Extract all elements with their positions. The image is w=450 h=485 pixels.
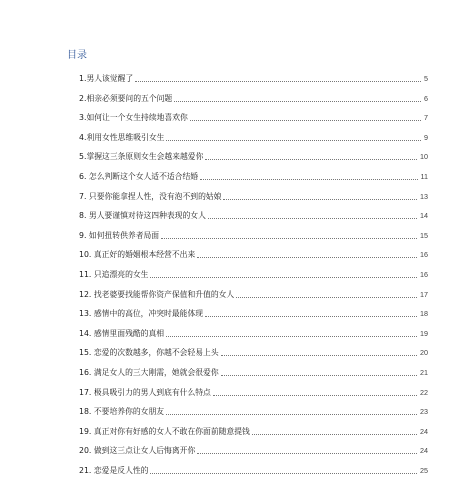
toc-entry[interactable]: [79, 398, 428, 418]
toc-dot-leader: [166, 139, 421, 141]
toc-entry-title: 9. 如何扭转供养者局面: [79, 230, 160, 240]
toc-entry[interactable]: [79, 241, 428, 261]
toc-entry-page-number: 22: [420, 387, 428, 397]
toc-title: 目录: [67, 50, 87, 61]
toc-entry[interactable]: [79, 358, 428, 378]
toc-entry[interactable]: [79, 300, 428, 320]
toc-entry[interactable]: [79, 202, 428, 222]
toc-entry-page-number: 10: [420, 152, 428, 162]
toc-entry-page-number: 20: [420, 348, 428, 358]
toc-entry[interactable]: [79, 260, 428, 280]
toc-entry-title: 15. 恋爱的次数越多，你越不会轻易上头: [79, 348, 219, 358]
toc-dot-leader: [190, 119, 421, 121]
toc-entry-page-number: 9: [424, 132, 428, 142]
toc-entry[interactable]: [79, 123, 428, 143]
toc-dot-leader: [150, 472, 417, 474]
toc-entry-title: 13. 感情中的高位，冲突时最能体现: [79, 309, 204, 319]
toc-entry-page-number: 7: [424, 113, 428, 123]
toc-dot-leader: [150, 276, 417, 278]
toc-entry-page-number: 16: [420, 250, 428, 260]
toc-dot-leader: [221, 354, 417, 356]
toc-list: [79, 65, 428, 476]
toc-entry-title: 3.如何让一个女生持续地喜欢你: [79, 113, 188, 123]
toc-dot-leader: [208, 217, 417, 219]
toc-entry-title: 11. 只追漂亮的女生: [79, 270, 149, 280]
toc-entry-title: 1.男人该觉醒了: [79, 74, 134, 84]
toc-entry-page-number: 6: [424, 93, 428, 103]
toc-dot-leader: [252, 433, 417, 435]
toc-dot-leader: [213, 394, 417, 396]
toc-dot-leader: [221, 374, 417, 376]
toc-dot-leader: [200, 178, 417, 180]
toc-entry-title: 17. 极具吸引力的男人到底有什么特点: [79, 387, 211, 397]
toc-entry-title: 20. 做到这三点让女人后悔离开你: [79, 446, 196, 456]
toc-entry-title: 2.相亲必须要问的五个问题: [79, 93, 173, 103]
toc-entry[interactable]: [79, 456, 428, 476]
toc-entry[interactable]: [79, 417, 428, 437]
toc-entry[interactable]: [79, 319, 428, 339]
toc-entry-page-number: 23: [420, 407, 428, 417]
toc-entry-page-number: 21: [420, 368, 428, 377]
toc-dot-leader: [205, 158, 417, 160]
toc-entry[interactable]: [79, 143, 428, 163]
toc-entry[interactable]: [79, 378, 428, 398]
toc-entry-page-number: 24: [420, 426, 428, 436]
toc-entry-page-number: 11: [420, 172, 428, 182]
toc-entry-title: 4.利用女性思维吸引女生: [79, 132, 165, 142]
toc-entry-page-number: 25: [420, 465, 428, 475]
toc-entry-title: 5.掌握这三条原则女生会越来越爱你: [79, 152, 204, 162]
toc-entry-page-number: 5: [424, 74, 428, 84]
toc-entry-title: 18. 不要培养你的女朋友: [79, 407, 165, 417]
toc-entry[interactable]: [79, 182, 428, 202]
toc-entry[interactable]: [79, 221, 428, 241]
toc-entry-title: 21. 恋爱是反人性的: [79, 465, 149, 475]
toc-dot-leader: [135, 80, 421, 82]
toc-entry-title: 6. 怎么判断这个女人适不适合结婚: [79, 172, 199, 182]
toc-entry[interactable]: [79, 84, 428, 104]
toc-entry-page-number: 15: [420, 230, 428, 240]
toc-dot-leader: [174, 100, 421, 102]
toc-dot-leader: [205, 315, 417, 317]
toc-entry-title: 8. 男人要谨慎对待这四种表现的女人: [79, 211, 206, 221]
toc-dot-leader: [236, 296, 417, 298]
toc-entry[interactable]: [79, 339, 428, 359]
toc-entry-title: 7. 只要你能拿捏人性，没有泡不到的姑娘: [79, 191, 222, 201]
toc-entry[interactable]: [79, 280, 428, 300]
toc-dot-leader: [166, 413, 417, 415]
toc-dot-leader: [161, 237, 417, 239]
toc-entry[interactable]: [79, 104, 428, 124]
toc-entry-title: 10. 真正好的婚姻根本经营不出来: [79, 250, 196, 260]
toc-dot-leader: [166, 335, 417, 337]
toc-entry[interactable]: [79, 65, 428, 85]
toc-entry-title: 14. 感情里面残酷的真相: [79, 328, 165, 338]
toc-entry-page-number: 17: [420, 289, 428, 299]
toc-entry-title: 19. 真正对你有好感的女人不敢在你面前随意提钱: [79, 426, 250, 436]
toc-entry-page-number: 13: [420, 191, 428, 201]
toc-entry-page-number: 24: [420, 446, 428, 456]
toc-dot-leader: [223, 198, 417, 200]
toc-entry-page-number: 16: [420, 270, 428, 280]
toc-entry[interactable]: [79, 162, 428, 182]
toc-dot-leader: [197, 452, 417, 454]
toc-entry-title: 12. 找老婆要找能帮你资产保值和升值的女人: [79, 289, 235, 299]
toc-dot-leader: [197, 256, 417, 258]
toc-entry-page-number: 19: [420, 328, 428, 338]
toc-entry-title: 16. 满足女人的三大刚需，她就会很爱你: [79, 368, 219, 377]
toc-entry[interactable]: [79, 437, 428, 457]
toc-entry-page-number: 18: [420, 309, 428, 319]
toc-entry-page-number: 14: [420, 211, 428, 221]
